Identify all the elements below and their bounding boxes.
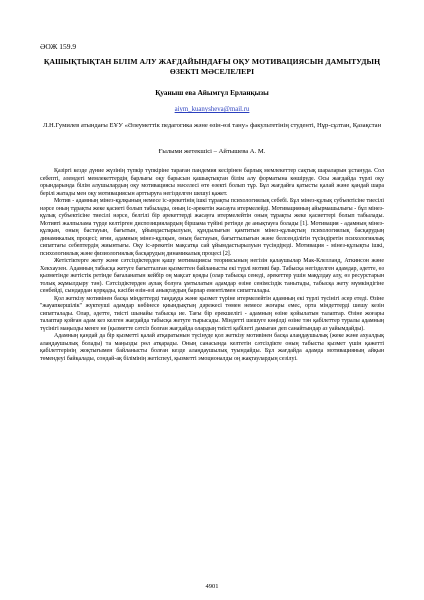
- page-number: 4901: [205, 583, 219, 590]
- author-name: Қуаныш ева Айымгүл Ерланқызы: [155, 89, 269, 97]
- author-affiliation: Л.Н.Гумилев атындағы ЕҰУ «Әлеуметтік педагогика және өзін-өзі тану» факультетінің студенті, Нұр-сұлтан, Қазақстан: [42, 122, 382, 129]
- paragraph: Адамның қандай да бір қызметті қалай атқаратынын түсінуде қол жеткізу мотивінен басқа алаңдаушылық (жеке және ахуалдық алаңдаушылық болады) та маңызды рөл атқарады. Оның санасында келтетін сәтсіздікте оның табысты қызмет үшін қажетті қабілеттерінің жоқтығымен байланысты болған кезде алаңдаушылық туындайды. Бұл жағдайда адамда мотивацияның айқын төмендеуі байқалады, сондай-ақ білімінің жетіспеуі, қызметті эмоционалды оң жақтаулардың сезілуі.: [40, 333, 384, 362]
- body-text: [40, 168, 384, 363]
- paragraph: Жетістіктерге жету және сәтсіздіктерден қашу мотивациясы теориясының негізін қалаушылар Мак-Клелланд, Аткинсон және Хекхаузен. Адамның табысқа жетуге бағытталған қызметтен байланысты екі түрлі мотиві бар. Табысқа негізделген адамдар, әдетте, өз қызметінде жетістік ретінде бағаланатын кейбір оң мақсат қояды (олар табысқа сенеді, әрекеттер үшін мақұлдау алу, өз ресурстарын толық жұмылдыру тән). Сәтсіздіктерден аулақ болуға ұмтылатын адамдар өзіне сенімсіздік танытады, табысқа жету мүмкіндігіне сенбейді, сындардан қорқады, кәсіби өзін-өзі анықтаудың барлар ементілмен сипатталады.: [40, 258, 384, 294]
- author-email[interactable]: aiym_kuanysheva@mail.ru: [174, 106, 250, 113]
- paragraph: Қол жеткізу мотивінен басқа міндеттерді таңдауда және қызмет түріне итермелейтін адамның екі түрлі түсінігі әсер етеді. Өзіне "жауапкершілік" жүктеуші адамдар көбінесе қиындықтың дәрежесі төмен немесе жоғары емес, орта міндеттерді шешу кезін сипатталады. Олар, әдетте, тиісті шынайы табысқа ие. Тағы бір ерекшелігі - адамның өзіне қойылатын талаптар. Өзіне жоғары талаптар қойған адам кез келген жағдайда табысқа жетуге тырысады. Міндетті шешуге көңілді өзіне тән қабілеттер туралы адамның түсінігі маңызды менге не (қызметте сәтсіз болған жағдайда олардың тиісті қабілеті дамыған деп санайтындар аз уайымдайды).: [40, 295, 384, 332]
- scientific-advisor: Ғылыми жетекшісі – Айтышева А. М.: [158, 148, 266, 155]
- paper-title: ҚАШЫҚТЫҚТАН БІЛІМ АЛУ ЖАҒДАЙЫНДАҒЫ ОҚУ МОТИВАЦИЯСЫН ДАМЫТУДЫҢ ӨЗЕКТІ МӘСЕЛЕЛЕРІ: [43, 57, 381, 76]
- paragraph: Қазіргі кезде дүние жүзінің түпкір түпкіріне тараған пандемия кесірінен барлық мемлекеттер сақтық шараларын ұстануда. Сол себепті, әлемдегі мемлекеттердің барлығы оқу барысын қашықтықтан білім алу форматына көшіруде. Осы жағдайда түрлі оқу орындарында білім алушылардың оқу мотивациясы мәселесі өте өзекті болып тұр. Бұл жағдайға қатысты қалай және қандай шара берілі жатады мен оқу мотивациясын арттыруға негізделген шешуі қажет.: [40, 168, 384, 197]
- udc-code: ӘОЖ 159.9: [40, 42, 77, 51]
- paragraph: Мотив - адамның мінез-құлқының немесе іс-әрекетінің ішкі тұрақты психологиялық себебі. Бұл мінез-құлық субъектісіне тиесілі нәрсе оның тұрақты жеке қасиеті болып табылады, оның іс-әрекетін жасауға итермелейді. Мотивацияның айырмашылығы - бұл мінез-құлық субъектісіне тиесілі нәрсе, белгілі бір әрекеттерді жасауға итермелейтін оның тұрақты жеке қасиеттері болып табылады. Мотивті жалпылама түрде келтірген диспозициялардың біршама түйіні ретінде де анықтауға болады [1]. Мотивация - адамның мінез-құлқын, оның бастауын, бағытын, ұйымдастырылуын, құндылығын қамтитын мінез-құлықтың психологиялық басқарудың динамикалық процесі; яғни, адамның мінез-құлқын, оның бастауын, бағыттылығын және белсенділігін түсіндіретін психологиялық сипаттағы себептердің жиынтығы. Оқу іс-әрекетін мақсатқа сай ұйымдастырылуын түсіндіреді. Мотивация - мінез-құлықты ішкі, психологиялық және физиологиялық басқарудың динамикалық процесі [2].: [40, 198, 384, 257]
